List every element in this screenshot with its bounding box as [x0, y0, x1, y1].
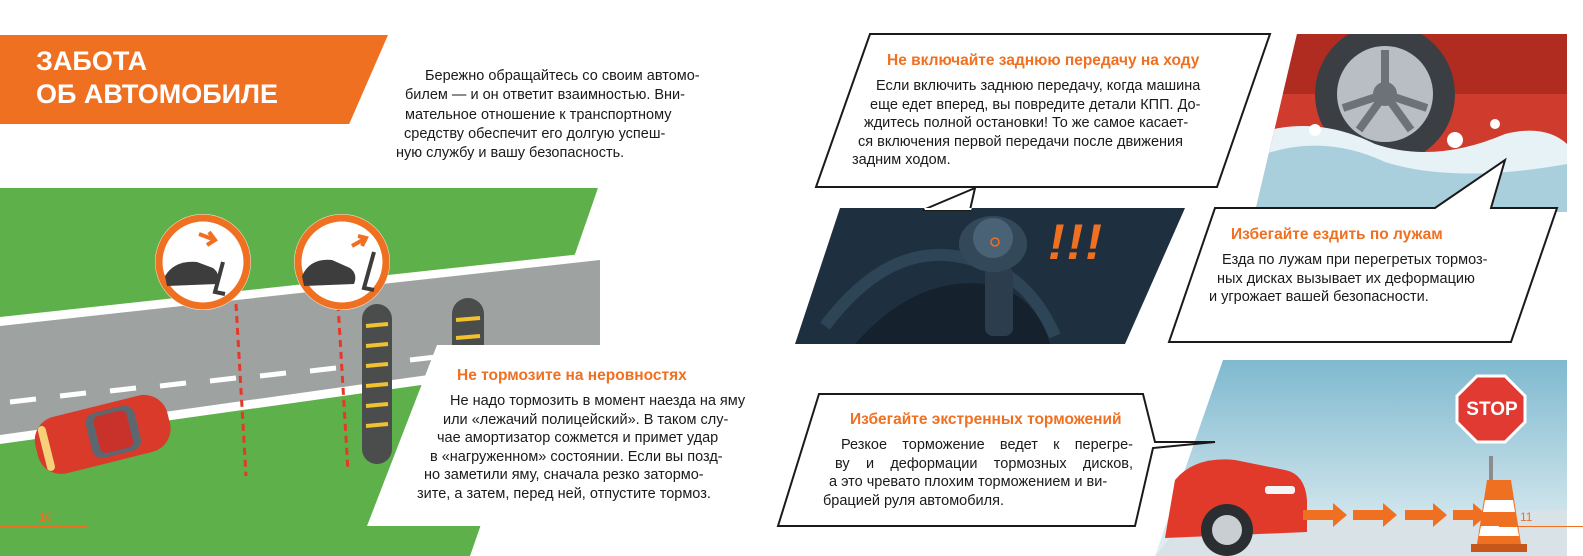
footer-rule: [1499, 526, 1583, 527]
intro-line: мательное отношение к транспортному: [405, 106, 672, 123]
callout-line: в «нагруженном» состоянии. Если вы позд-: [430, 448, 723, 465]
callout-line: ждитесь полной остановки! То же самое касает-: [864, 115, 1189, 131]
page-number: 11: [1520, 510, 1533, 524]
callout-line: Если включить заднюю передачу, когда машина: [876, 78, 1201, 94]
callout-line: ных дисках вызывает их деформацию: [1217, 270, 1475, 287]
brake-pedal-press-icon: [153, 212, 253, 312]
reverse-callout-heading: Не включайте заднюю передачу на ходу: [887, 52, 1200, 69]
callout-line: чае амортизатор сожмется и примет удар: [437, 430, 719, 446]
bumps-callout-text: [417, 392, 762, 503]
title-line-2: ОБ АВТОМОБИЛЕ: [36, 79, 278, 109]
intro-paragraph: [396, 67, 741, 163]
intro-line: Бережно обращайтесь со своим автомо-: [425, 68, 700, 84]
callout-line: Резкое торможение ведет к перегре-: [841, 437, 1133, 453]
warning-marks: !!!: [1048, 214, 1104, 270]
callout-line: а это чревато плохим торможением и ви-: [829, 474, 1108, 490]
callout-line: и угрожает вашей безопасности.: [1209, 289, 1429, 305]
intro-line: средству обеспечит его долгую успеш-: [404, 125, 666, 142]
stop-sign-label: STOP: [1466, 399, 1518, 420]
brake-pedal-release-icon: [292, 212, 392, 312]
intro-line: ную службу и вашу безопасность.: [396, 145, 625, 162]
callout-line: или «лежачий полицейский». В таком слу-: [443, 411, 729, 428]
callout-line: Езда по лужам при перегретых тормоз-: [1222, 252, 1488, 268]
callout-line: еще едет вперед, вы повредите детали КПП. До-: [870, 96, 1201, 113]
emergency-callout-heading: Избегайте экстренных торможений: [850, 411, 1122, 428]
title-line-1: ЗАБОТА: [36, 46, 148, 76]
callout-line: ся включения первой передачи после движения: [858, 133, 1183, 150]
page-title: [36, 45, 278, 111]
callout-line: ву и деформации тормозных дисков,: [835, 455, 1133, 472]
puddles-callout-text: [1209, 251, 1509, 307]
callout-line: задним ходом.: [852, 152, 951, 168]
page-number: 10: [39, 510, 53, 524]
callout-line: зите, а затем, перед ней, отпустите тормоз.: [417, 485, 711, 502]
callout-line: Не надо тормозить в момент наезда на яму: [450, 393, 746, 409]
puddles-callout-heading: Избегайте ездить по лужам: [1231, 226, 1443, 243]
gear-shifter-panel: [795, 186, 1187, 346]
callout-line: брацией руля автомобиля.: [823, 492, 1004, 509]
callout-line: но заметили яму, сначала резко затормо-: [424, 467, 704, 483]
emergency-callout-text: [823, 436, 1133, 510]
bumps-callout-heading: Не тормозите на неровностях: [457, 367, 687, 384]
intro-line: билем — и он ответит взаимностью. Вни-: [405, 87, 685, 104]
footer-rule: [0, 526, 88, 527]
